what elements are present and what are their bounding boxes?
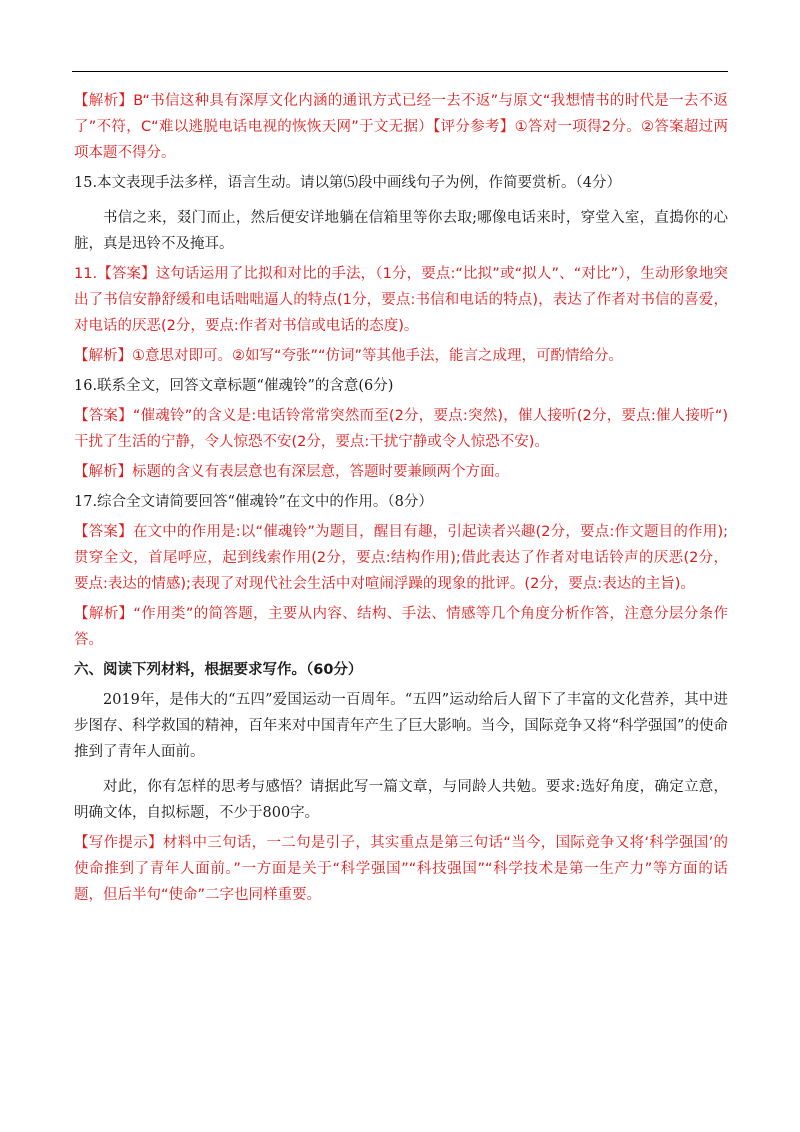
analysis-body: 标题的含义有表层意也有深层意，答题时要兼顾两个方面。	[132, 464, 509, 480]
tip-tag: 【写作提示】	[74, 835, 163, 851]
section6-requirements: 对此，你有怎样的思考与感悟？请据此写一篇文章，与同龄人共勉。要求:选好角度，确定立意，明确文体，自拟标题，不少于800字。	[74, 779, 728, 821]
q16-question: 16.联系全文，回答文章标题“催魂铃”的含意(6分)	[74, 378, 394, 394]
analysis-tag: 【解析】	[74, 606, 134, 622]
header-rule	[72, 71, 728, 72]
answer-tag: 11.【答案】	[74, 266, 156, 282]
answer-body: 这句话运用了比拟和对比的手法，（1分，要点:“比拟”或“拟人”、“对比”），生动形象地突出了书信安静舒缓和电话咄咄逼人的特点(1分，要点:书信和电话的特点)，表达了作者对书信的喜爱，对电话的厌恶(2分，要点:作者对书信或电话的态度)。	[74, 266, 728, 334]
score-tag: 【评分参考】	[433, 119, 515, 135]
document-body	[74, 88, 728, 908]
q15-analysis	[74, 343, 728, 369]
analysis-tag: 【解析】	[74, 93, 134, 109]
answer-tag: 【答案】	[74, 408, 133, 424]
analysis-body: B“书信这种具有深厚文化内涵的通讯方式已经一去不返”与原文“我想情书的时代是一去不返了”不符，C“难以逃脱电话电视的恢恢天网”于文无据）	[74, 93, 729, 135]
section6-heading: 六、阅读下列材料，根据要求写作。（60分）	[74, 662, 363, 678]
q17-question: 17.综合全文请简要回答“催魂铃”在文中的作用。（8分）	[74, 494, 433, 510]
answer-body: 在文中的作用是:以“催魂铃”为题目，醒目有趣，引起读者兴趣(2分，要点:作文题目的作用);贯穿全文，首尾呼应，起到线索作用(2分，要点:结构作用);借此表达了作者对电话铃声的厌恶(2分，要点:表达的情感);表现了对现代社会生活中对喧闹浮躁的现象的批评。(2分，要点:表达的主旨)。	[74, 524, 729, 592]
q14-analysis	[74, 88, 728, 166]
analysis-body: “作用类”的简答题，主要从内容、结构、手法、情感等几个角度分析作答，注意分层分条作答。	[74, 606, 728, 648]
q17-analysis	[74, 601, 728, 653]
q15-quote: 书信之来，叕门而止，然后便安详地躺在信箱里等你去取;哪像电话来时，穿堂入室，直搗你的心脏，真是迅铃不及掩耳。	[74, 210, 728, 252]
q16-analysis	[74, 459, 728, 485]
score-body: ①答对一项得2分。②答案超过两项本题不得分。	[74, 119, 728, 161]
q15-answer	[74, 261, 728, 339]
analysis-tag: 【解析】	[74, 348, 132, 364]
tip-body: 材料中三句话，一二句是引子，其实重点是第三句话“当今，国际竞争又将‘科学强国’的使命推到了青年人面前。”一方面是关于“科学强国”“科技强国”“科学技术是第一生产力”等方面的话题，但后半句“使命”二字也同样重要。	[74, 835, 729, 903]
q16-answer	[74, 403, 728, 455]
section6-writing-tip	[74, 830, 728, 908]
q17-answer	[74, 519, 728, 597]
answer-body: “催魂铃”的含义是:电话铃常常突然而至(2分，要点:突然)，催人接听(2分，要点:催人接听“)干扰了生活的宁静，令人惊恐不安(2分，要点:干扰宁静或令人惊恐不安)。	[74, 408, 728, 450]
analysis-body: ①意思对即可。②如写“夸张”“仿词”等其他手法，能言之成理，可酌情给分。	[132, 348, 624, 364]
section6-material: 2019年，是伟大的“五四”爱国运动一百周年。“五四”运动给后人留下了丰富的文化营养，其中进步图存、科学救国的精神，百年来对中国青年产生了巨大影响。当今，国际竞争又将“科学强国”的使命推到了青年人面前。	[74, 692, 728, 760]
q15-question: 15.本文表现手法多样，语言生动。请以第⑸段中画线句子为例，作简要赏析。（4分）	[74, 175, 622, 191]
answer-tag: 【答案】	[74, 524, 133, 540]
analysis-tag: 【解析】	[74, 464, 132, 480]
